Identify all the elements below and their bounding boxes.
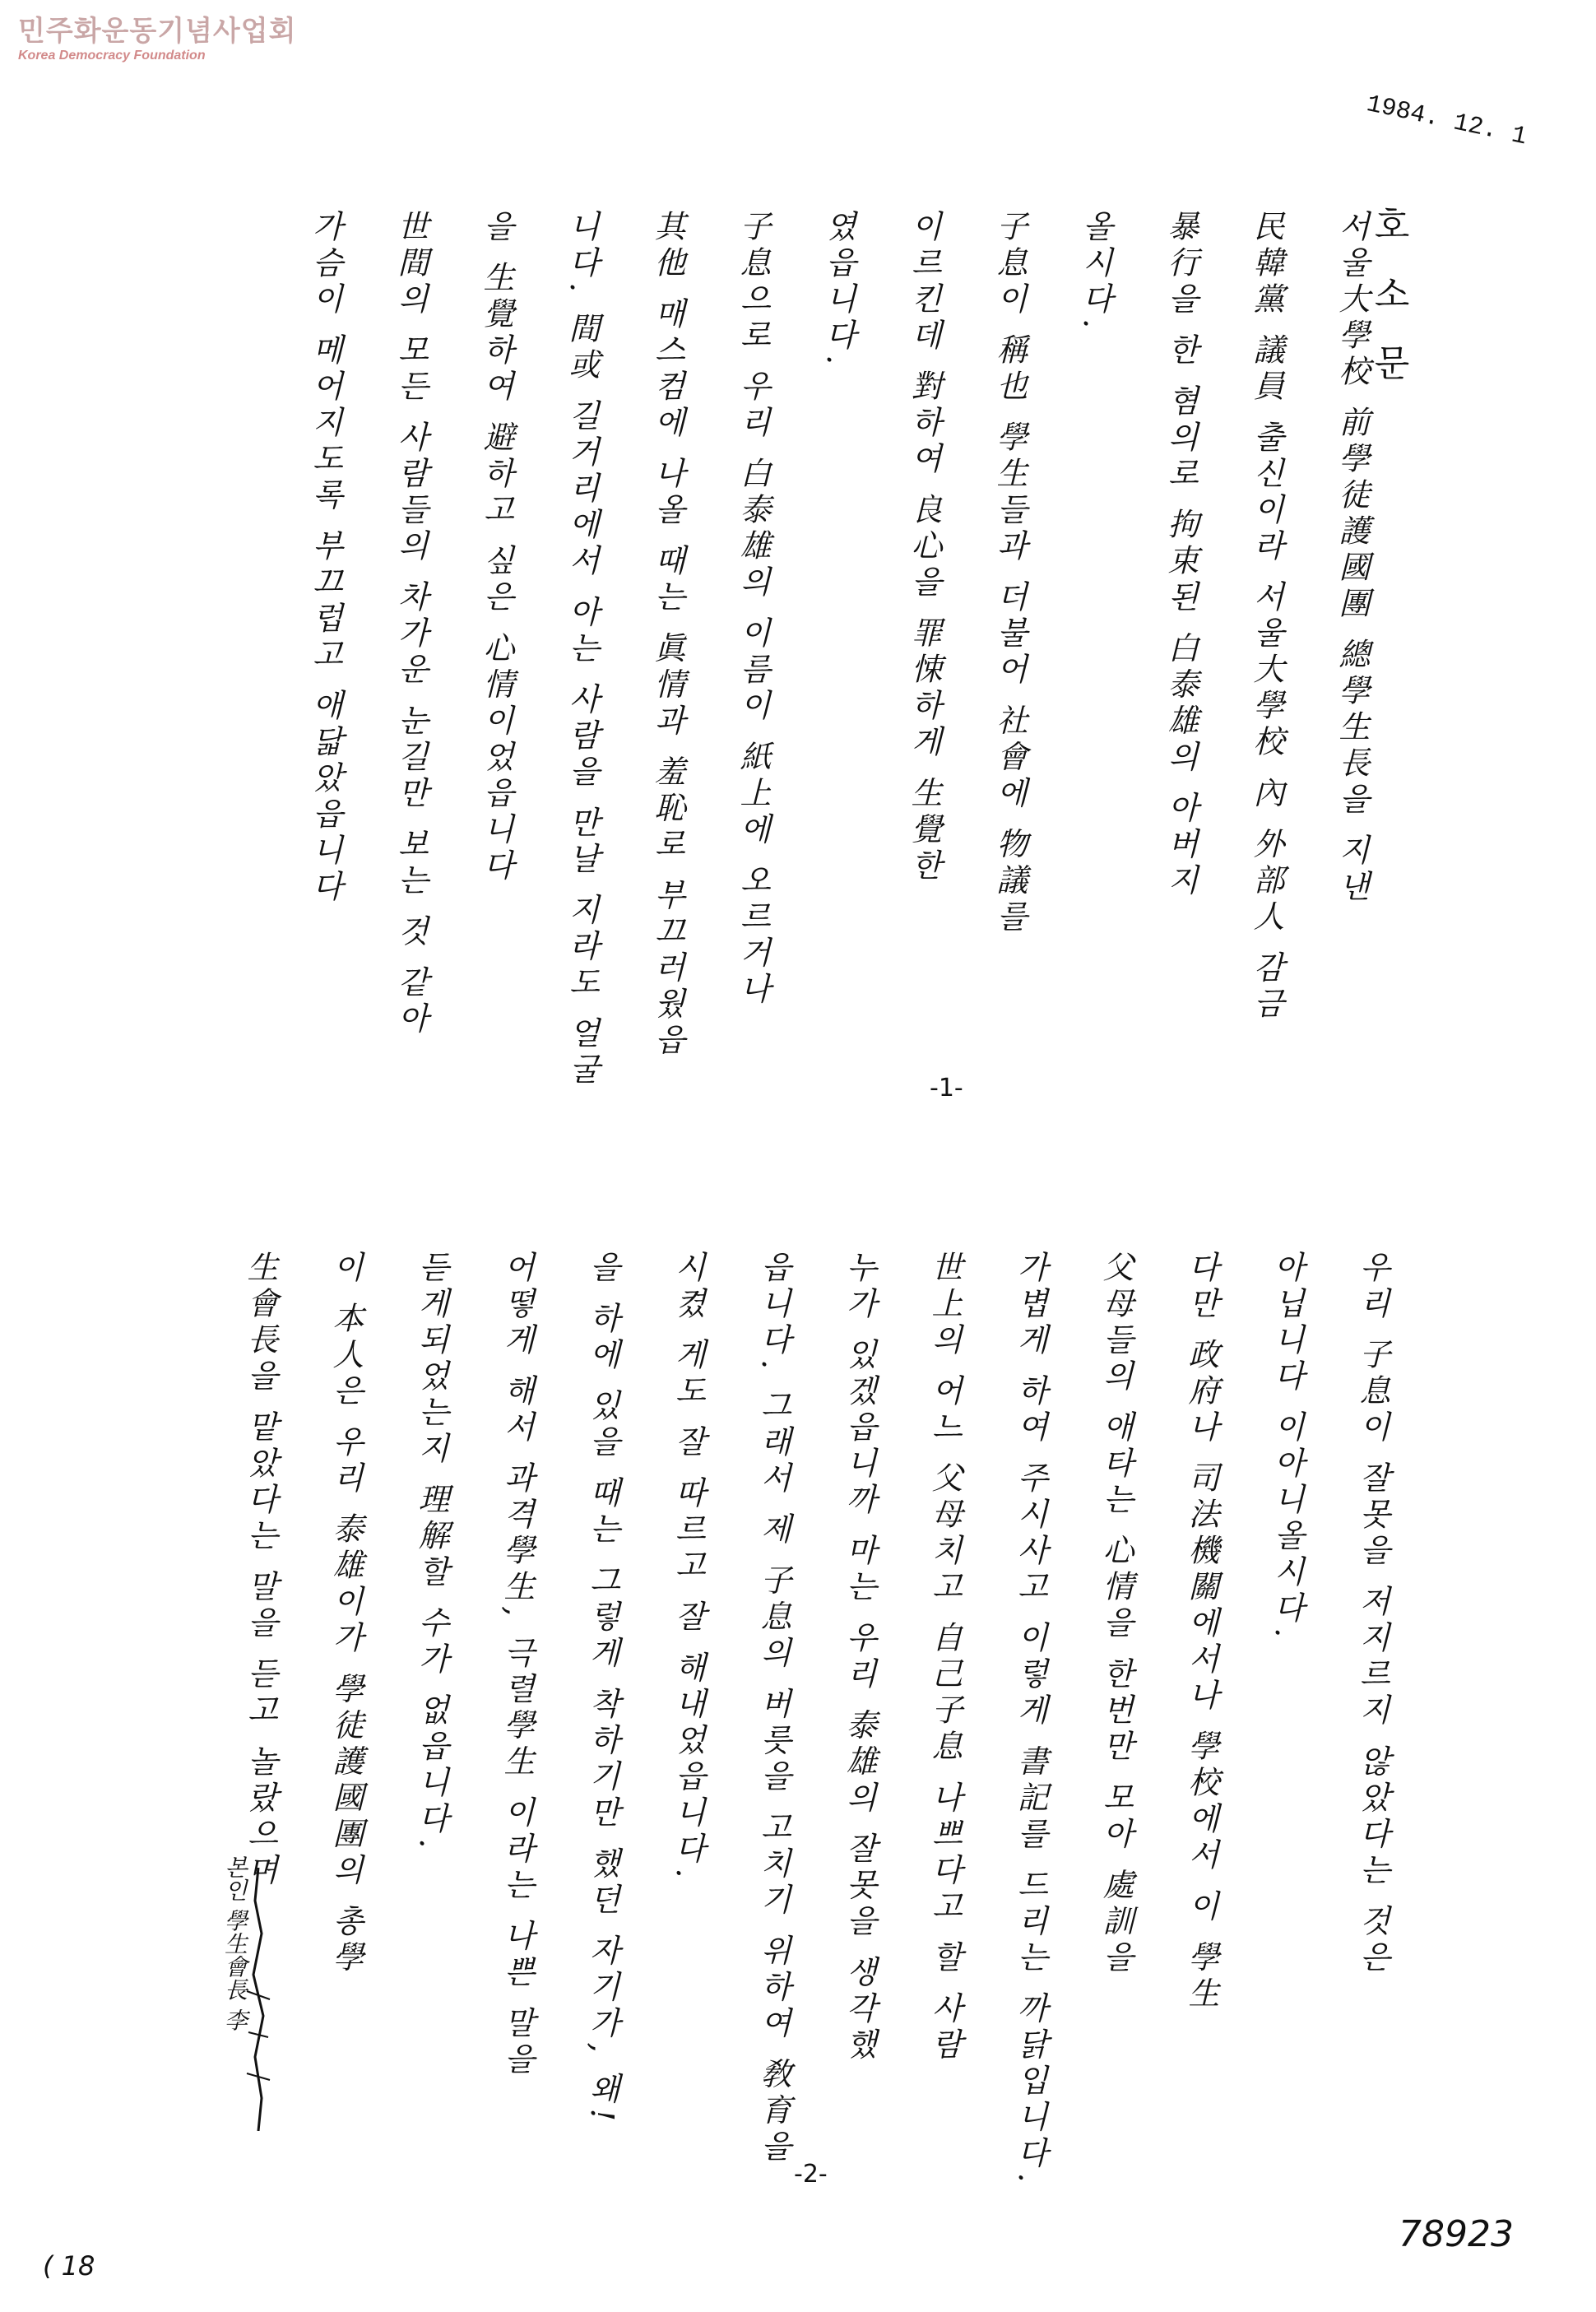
page-divider	[0, 1168, 1596, 1169]
document-date: 1984. 12. 1	[1363, 91, 1529, 152]
text-column: 가슴이 메어지도록 부끄럽고 애닯았읍니다	[307, 210, 343, 907]
page-number-2: -2-	[794, 2160, 828, 2189]
text-column: 서울大學校 前學徒護國團 總學生長을 지낸	[1334, 210, 1370, 907]
text-column: 이 本人은 우리 泰雄이가 學徒護國團의 총學	[327, 1251, 364, 1977]
text-column: 暴行을 한 혐의로 拘束된 白泰雄의 아버지	[1162, 210, 1199, 900]
text-column: 읍니다. 그래서 제 子息의 버릇을 고치기 위하여 敎育을	[755, 1251, 791, 2166]
text-column: 올시다.	[1077, 210, 1113, 334]
text-column: 父母들의 애타는 心情을 한번만 모아 處訓을	[1097, 1251, 1134, 1977]
page-number-1: -1-	[930, 1074, 963, 1103]
page-2-text	[217, 1251, 1415, 2188]
signature-scribble	[244, 1868, 273, 2131]
text-column: 民韓黨 議員 출신이라 서울大學校 內 外部人 감금	[1248, 210, 1284, 1024]
text-column: 였읍니다.	[820, 210, 856, 370]
text-column: 누가 있겠읍니까 마는 우리 泰雄의 잘못을 생각했	[841, 1251, 877, 2064]
corner-mark: ( 18	[43, 2250, 95, 2282]
text-column: 가볍게 하여 주시사고 이렇게 書記를 드리는 까닭입니다.	[1012, 1251, 1048, 2188]
text-column: 其他 매스컴에 나올 때는 眞情과 羞恥로 부끄러웠읍	[649, 210, 685, 1060]
text-column: 니다. 間或 길거리에서 아는 사람을 만날 지라도 얼굴	[564, 210, 600, 1089]
document-code: 78923	[1399, 2213, 1514, 2255]
text-column: 子息이 稱也 學生들과 더불어 社會에 物議를	[991, 210, 1028, 936]
text-column: 우리 子息이 잘못을 저지르지 않았다는 것은	[1354, 1251, 1390, 1977]
text-column: 시켰 게도 잘 따르고 잘 해내었읍니다.	[670, 1251, 706, 1883]
logo-english-text: Korea Democracy Foundation	[18, 49, 206, 63]
text-column: 生會長을 맡았다는 말을 듣고 놀랐으며	[242, 1251, 278, 1890]
document-title: 호소문	[1367, 206, 1409, 413]
text-column: 어떻게 해서 과격學生, 극렬學生 이라는 나쁜 말을	[499, 1251, 535, 2079]
text-column: 이르킨데 對하여 良心을 罪悚하게 生覺한	[906, 210, 942, 885]
text-column: 아닙니다 이아니올시다.	[1269, 1251, 1305, 1643]
text-column: 을 生覺하여 避하고 싶은 心情이었읍니다	[478, 210, 514, 885]
signature-block: 본인 學生會長 李	[221, 1855, 248, 2031]
page-1-text	[282, 210, 1394, 1089]
logo-korean-text: 민주화운동기념사업회	[18, 15, 297, 48]
text-column: 子息으로 우리 白泰雄의 이름이 紙上에 오르거나	[735, 210, 771, 1009]
text-column: 世上의 어느 父母치고 自己子息 나쁘다고 할 사람	[926, 1251, 963, 2064]
text-column: 世間의 모든 사람들의 차가운 눈길만 보는 것 같아	[392, 210, 429, 1038]
foundation-logo	[18, 15, 297, 64]
text-column: 을 하에 있을 때는 그렇게 착하기만 했던 자기가, 왜!	[584, 1251, 620, 2126]
text-column: 듣게되었는지 理解할 수가 없읍니다.	[413, 1251, 449, 1854]
text-column: 다만 政府나 司法機關에서나 學校에서 이 學生	[1183, 1251, 1219, 2013]
